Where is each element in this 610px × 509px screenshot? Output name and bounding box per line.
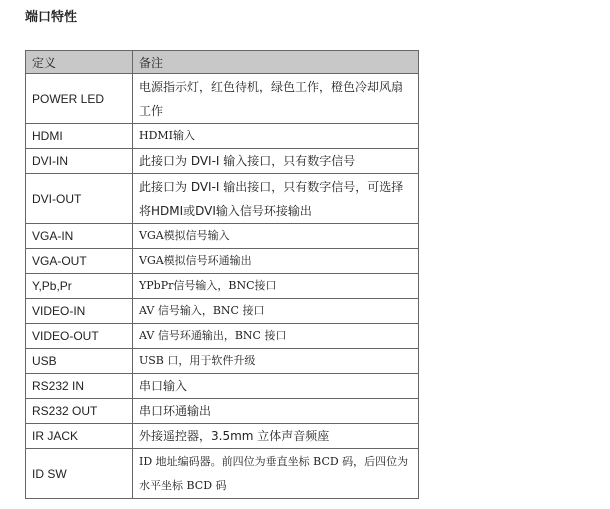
port-name: VGA-IN xyxy=(26,224,133,249)
port-note: 此接口为 DVI-I 输出接口，只有数字信号，可选择将HDMI或DVI输入信号环接输出 xyxy=(133,174,419,224)
port-note: 电源指示灯，红色待机，绿色工作，橙色冷却风扇工作 xyxy=(133,74,419,124)
table-row xyxy=(26,299,419,324)
header-definition: 定义 xyxy=(26,51,133,74)
table-row xyxy=(26,349,419,374)
port-name: RS232 IN xyxy=(26,374,133,399)
table-row xyxy=(26,424,419,449)
port-note: YPbPr信号输入，BNC接口 xyxy=(133,274,419,299)
port-note: HDMI输入 xyxy=(133,124,419,149)
port-name: USB xyxy=(26,349,133,374)
port-note: 此接口为 DVI-I 输入接口，只有数字信号 xyxy=(133,149,419,174)
port-table xyxy=(25,50,419,499)
table-row xyxy=(26,449,419,499)
port-name: VIDEO-IN xyxy=(26,299,133,324)
table-row xyxy=(26,74,419,124)
table-row xyxy=(26,399,419,424)
table-header-row xyxy=(26,51,419,74)
header-remark: 备注 xyxy=(133,51,419,74)
port-name: ID SW xyxy=(26,449,133,499)
table-row xyxy=(26,274,419,299)
port-name: VIDEO-OUT xyxy=(26,324,133,349)
port-note: 串口输入 xyxy=(133,374,419,399)
port-name: Y,Pb,Pr xyxy=(26,274,133,299)
port-name: HDMI xyxy=(26,124,133,149)
port-note: VGA模拟信号输入 xyxy=(133,224,419,249)
port-name: POWER LED xyxy=(26,74,133,124)
port-name: VGA-OUT xyxy=(26,249,133,274)
table-row xyxy=(26,249,419,274)
port-name: DVI-OUT xyxy=(26,174,133,224)
port-name: RS232 OUT xyxy=(26,399,133,424)
port-note: AV 信号环通输出，BNC 接口 xyxy=(133,324,419,349)
port-name: IR JACK xyxy=(26,424,133,449)
table-row xyxy=(26,324,419,349)
table-row xyxy=(26,374,419,399)
table-row xyxy=(26,224,419,249)
port-note: 外接遥控器，3.5mm 立体声音频座 xyxy=(133,424,419,449)
port-name: DVI-IN xyxy=(26,149,133,174)
port-note: USB 口，用于软件升级 xyxy=(133,349,419,374)
port-note: AV 信号输入，BNC 接口 xyxy=(133,299,419,324)
table-row xyxy=(26,149,419,174)
table-row xyxy=(26,124,419,149)
port-note: ID 地址编码器。前四位为垂直坐标 BCD 码，后四位为水平坐标 BCD 码 xyxy=(133,449,419,499)
port-note: 串口环通输出 xyxy=(133,399,419,424)
port-note: VGA模拟信号环通输出 xyxy=(133,249,419,274)
table-row xyxy=(26,174,419,224)
section-title: 端口特性 xyxy=(25,10,78,25)
